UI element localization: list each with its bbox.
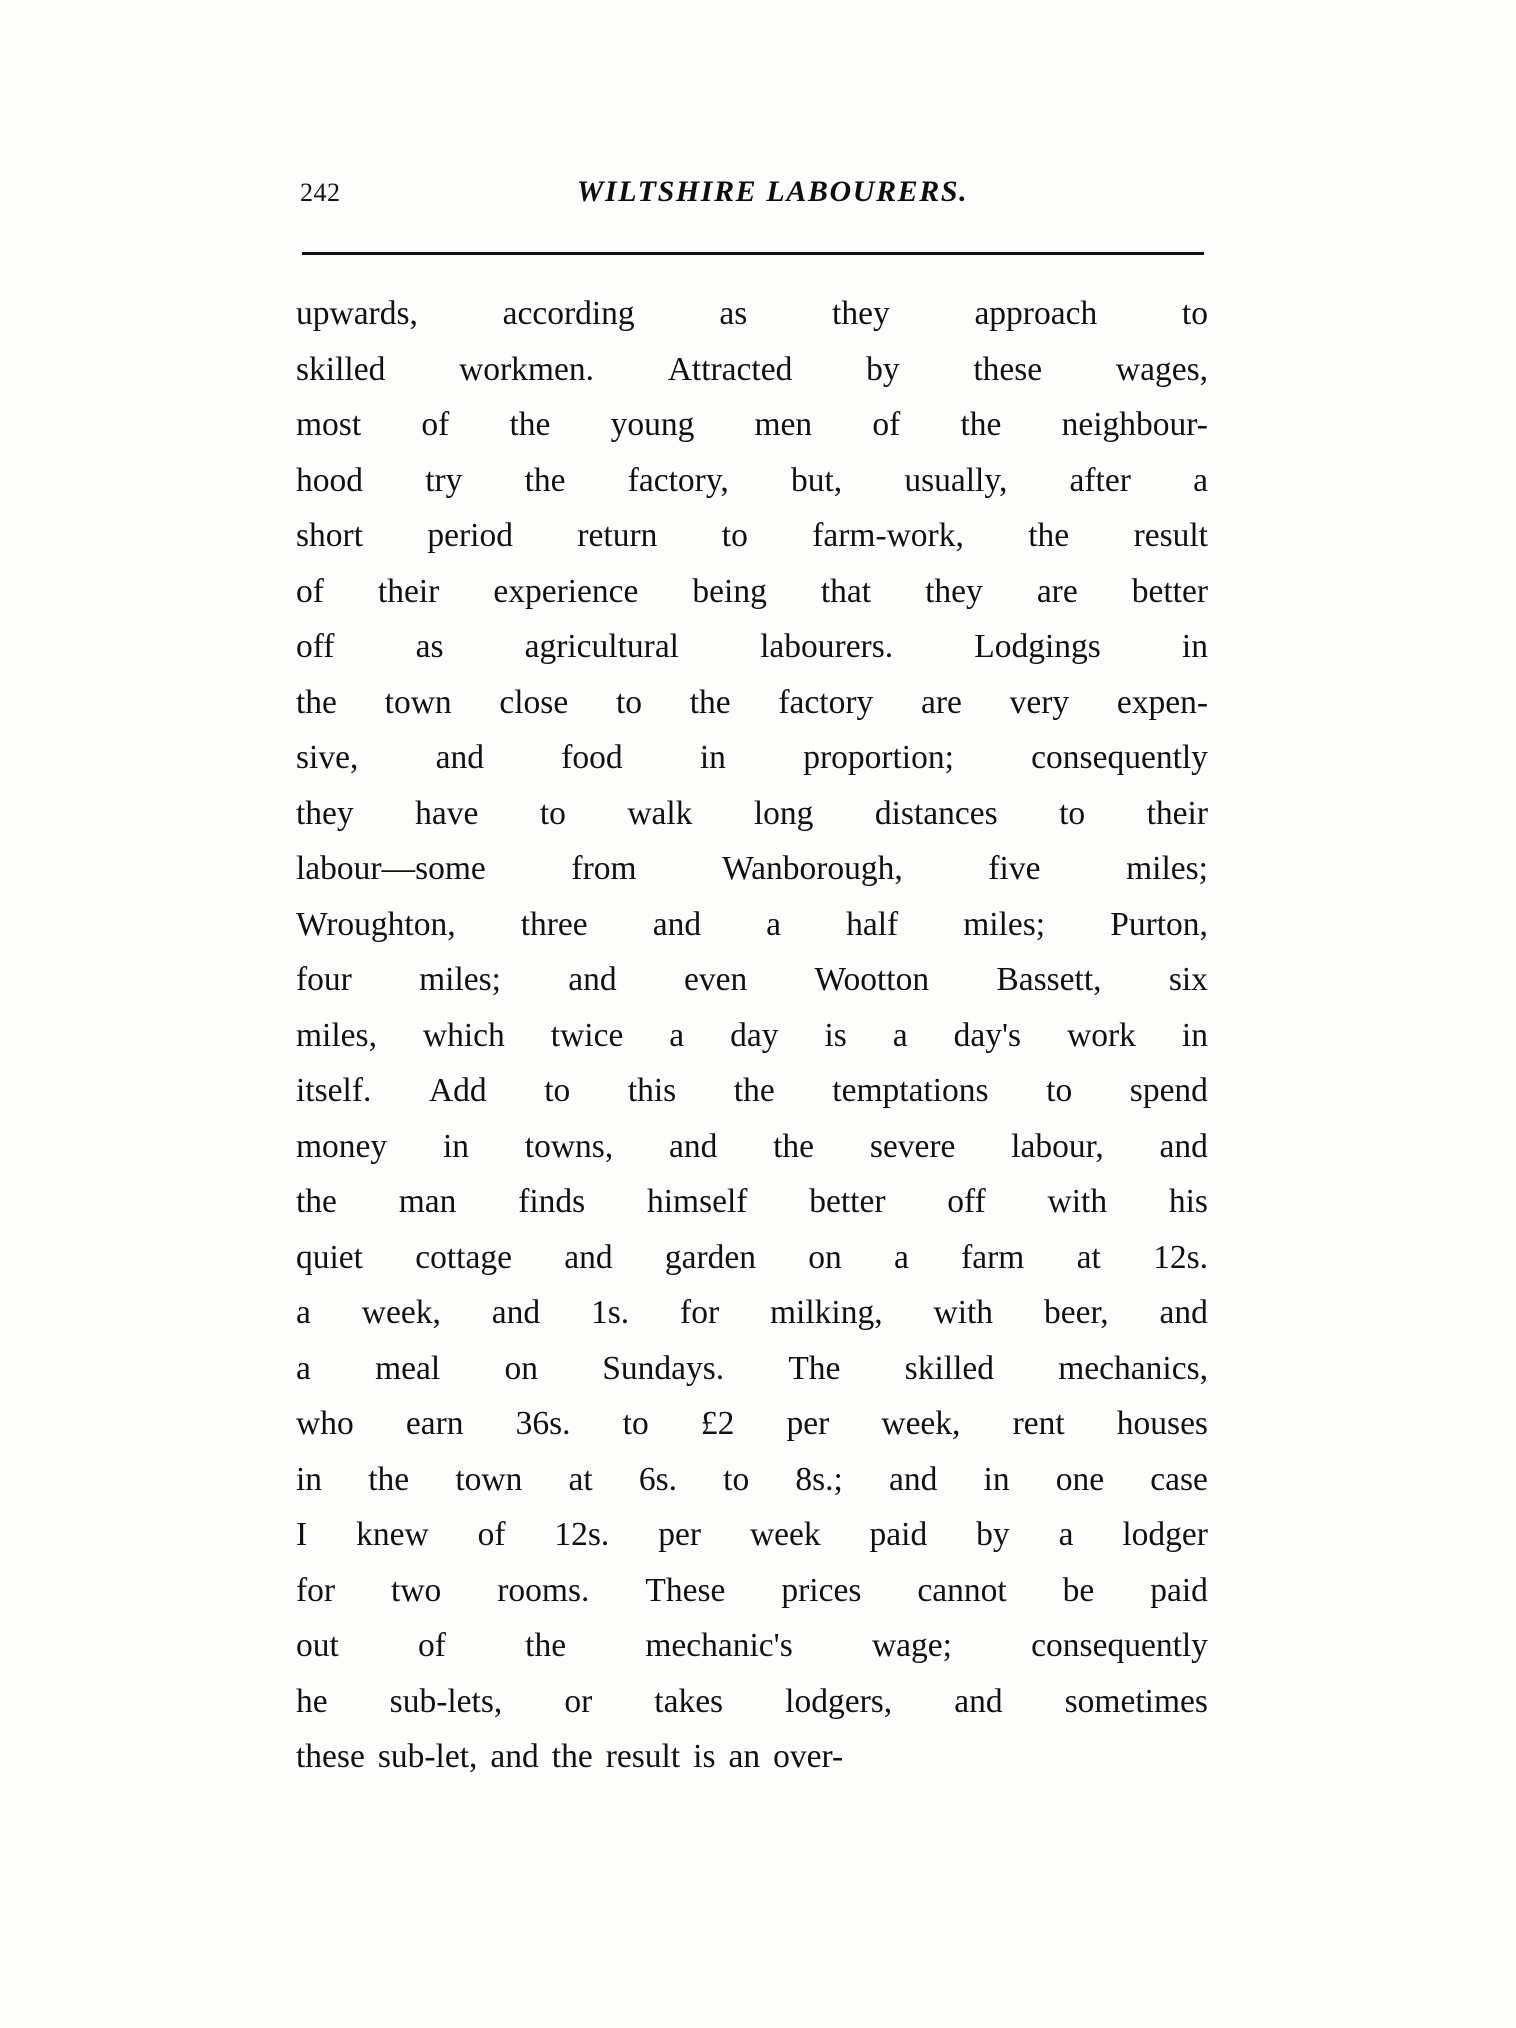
text-line: sive, and food in proportion; consequently — [296, 739, 1208, 776]
text-line: I knew of 12s. per week paid by a lodger — [296, 1516, 1208, 1553]
text-line: labour—some from Wanborough, five miles; — [296, 850, 1208, 887]
text-line: these sub-let, and the result is an over- — [296, 1738, 844, 1775]
page-header — [300, 175, 1220, 215]
text-line: miles, which twice a day is a day's work in — [296, 1016, 1208, 1054]
running-title: WILTSHIRE LABOURERS. — [576, 175, 969, 208]
page-number: 242 — [300, 178, 341, 207]
text-line: most of the young men of the neighbour- — [296, 406, 1208, 443]
text-line: four miles; and even Wootton Bassett, six — [296, 961, 1208, 998]
text-line: quiet cottage and garden on a farm at 12s. — [296, 1238, 1208, 1276]
text-line: of their experience being that they are better — [296, 572, 1208, 610]
header-rule — [302, 252, 1204, 255]
text-line: money in towns, and the severe labour, and — [296, 1127, 1208, 1165]
text-line: he sub-lets, or takes lodgers, and sometimes — [296, 1682, 1208, 1720]
text-line: Wroughton, three and a half miles; Purton, — [296, 905, 1208, 943]
text-line: the town close to the factory are very expen- — [296, 683, 1208, 721]
text-line: in the town at 6s. to 8s.; and in one case — [296, 1460, 1208, 1498]
text-line: out of the mechanic's wage; consequently — [296, 1627, 1208, 1664]
text-line: a week, and 1s. for milking, with beer, and — [296, 1294, 1208, 1331]
body-text — [296, 286, 1208, 1785]
text-line: hood try the factory, but, usually, after a — [296, 461, 1208, 499]
text-line: skilled workmen. Attracted by these wages, — [296, 350, 1208, 388]
text-line: who earn 36s. to £2 per week, rent houses — [296, 1405, 1208, 1442]
text-line: itself. Add to this the temptations to spend — [296, 1072, 1208, 1109]
text-line: the man finds himself better off with his — [296, 1183, 1208, 1220]
text-line: off as agricultural labourers. Lodgings in — [296, 628, 1208, 665]
text-line: upwards, according as they approach to — [296, 295, 1208, 332]
text-line: short period return to farm-work, the result — [296, 517, 1208, 554]
text-line: a meal on Sundays. The skilled mechanics, — [296, 1349, 1208, 1387]
text-line: for two rooms. These prices cannot be paid — [296, 1571, 1208, 1609]
text-line: they have to walk long distances to their — [296, 794, 1208, 832]
